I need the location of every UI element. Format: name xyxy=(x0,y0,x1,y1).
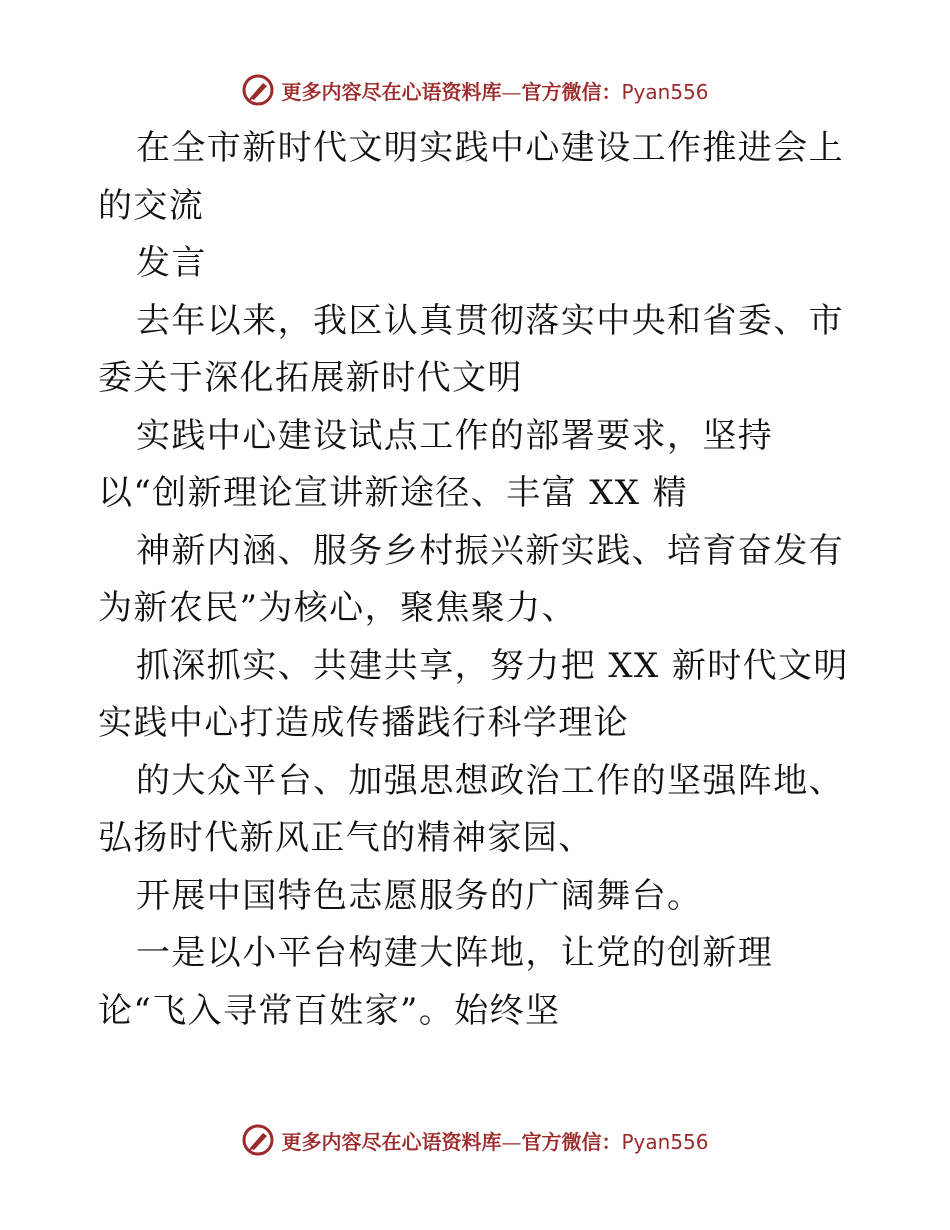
pen-logo-icon xyxy=(241,1123,275,1157)
paragraph: 实践中心建设试点工作的部署要求，坚持以“创新理论宣讲新途径、丰富 XX 精 xyxy=(98,415,774,513)
footer-watermark-text: 更多内容尽在心语资料库—官方微信：Pyan556 xyxy=(281,1129,709,1154)
paragraph: 神新内涵、服务乡村振兴新实践、培育奋发有为新农民”为核心，聚焦聚力、 xyxy=(98,530,844,628)
footer-watermark xyxy=(0,1120,950,1160)
paragraph: 去年以来，我区认真贯彻落实中央和省委、市委关于深化拓展新时代文明 xyxy=(98,300,844,398)
paragraph-title-cont: 发言 xyxy=(136,243,207,283)
document-body xyxy=(98,120,858,1040)
paragraph: 的大众平台、加强思想政治工作的坚强阵地、弘扬时代新风正气的精神家园、 xyxy=(98,760,844,858)
paragraph: 一是以小平台构建大阵地，让党的创新理论“飞入寻常百姓家”。始终坚 xyxy=(98,933,774,1031)
header-watermark xyxy=(0,70,950,110)
paragraph: 抓深抓实、共建共享，努力把 XX 新时代文明实践中心打造成传播践行科学理论 xyxy=(98,645,849,743)
header-watermark-text: 更多内容尽在心语资料库—官方微信：Pyan556 xyxy=(281,79,709,104)
paragraph: 开展中国特色志愿服务的广阔舞台。 xyxy=(136,875,703,916)
pen-logo-icon xyxy=(241,73,275,107)
paragraph-title: 在全市新时代文明实践中心建设工作推进会上的交流 xyxy=(98,128,844,226)
